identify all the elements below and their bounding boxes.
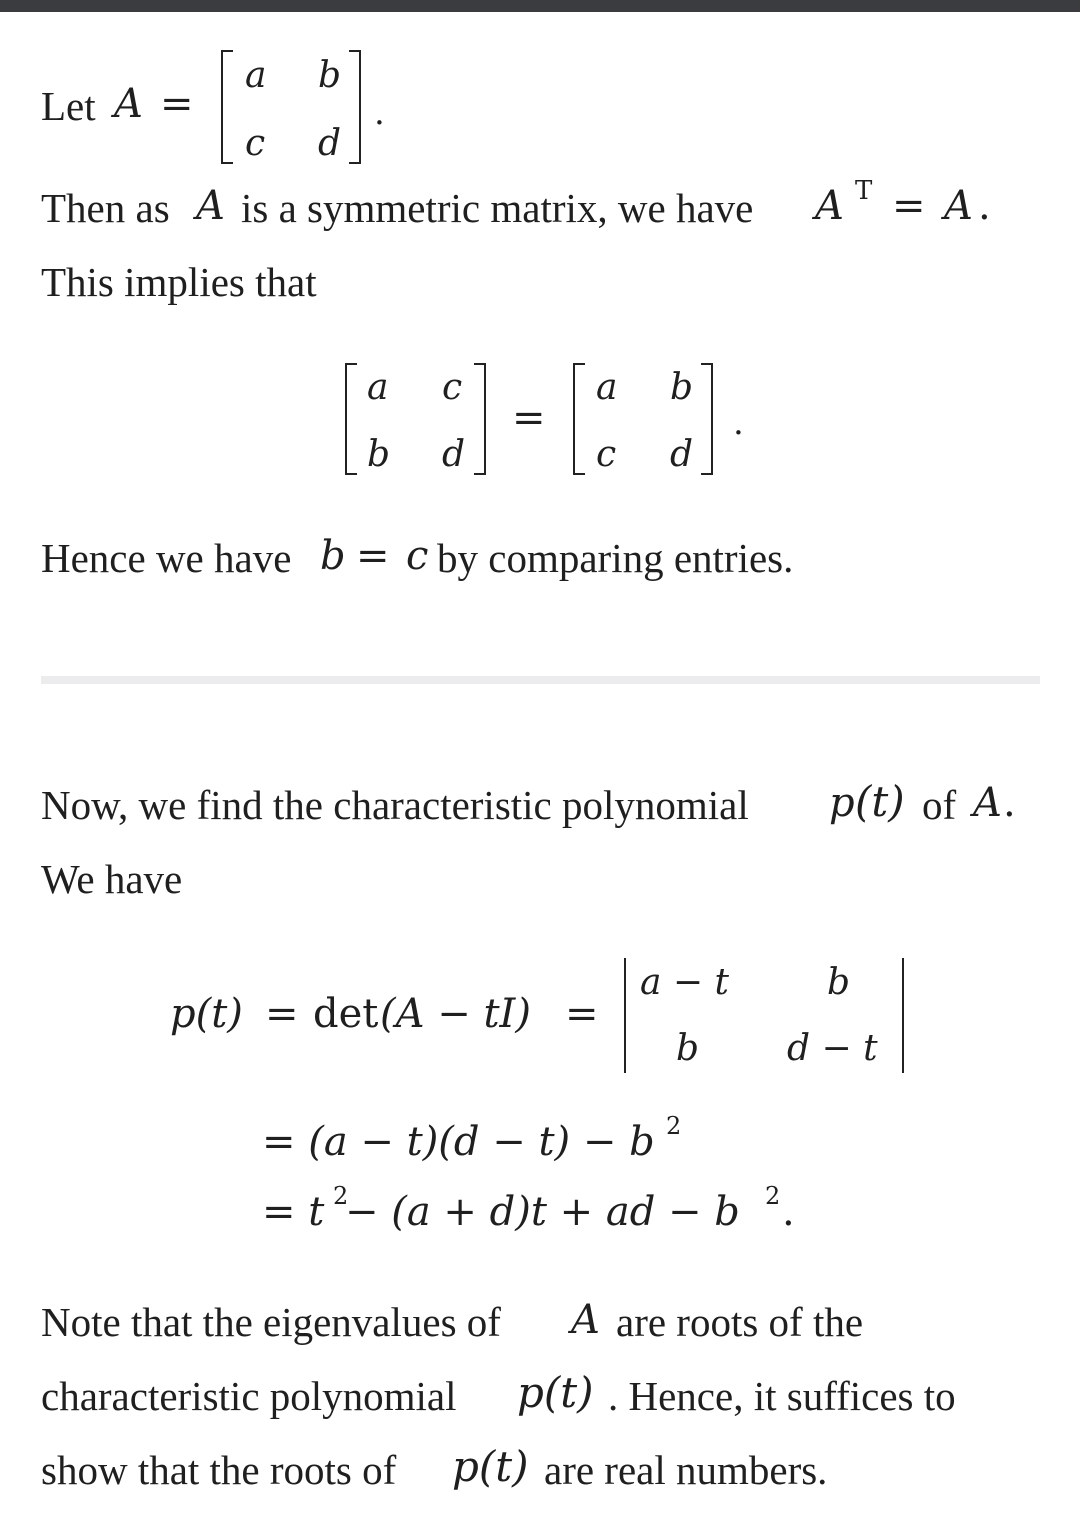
equals-sign: =	[512, 395, 546, 441]
matrix-entry: a	[367, 367, 389, 408]
matrix-entry: d	[442, 434, 466, 475]
top-bar	[0, 0, 1080, 12]
section-divider	[41, 676, 1040, 684]
matrix-entry: d	[670, 434, 694, 475]
math-A: A	[944, 183, 973, 229]
text: Now, we find the characteristic polynomial	[41, 782, 749, 828]
text: is a symmetric matrix, we have	[241, 185, 754, 231]
matrix-entry: a	[245, 55, 267, 96]
math-A: A	[114, 81, 143, 127]
text: show that the roots of	[41, 1447, 397, 1493]
matrix-entry: d − t	[787, 1028, 878, 1069]
equals-sign: =	[356, 533, 390, 579]
equals-sign: =	[265, 991, 299, 1037]
math-p: p	[829, 780, 855, 826]
matrix-entry: b	[670, 367, 694, 408]
math-b: b	[320, 533, 346, 579]
matrix-entry: c	[245, 123, 266, 164]
expansion-line-2: = t	[262, 1189, 325, 1235]
text: are roots of the	[616, 1299, 864, 1345]
text: Hence we have	[41, 535, 292, 581]
period: .	[1003, 780, 1016, 826]
matrix-left-bracket	[345, 363, 357, 475]
let-text: Let	[41, 83, 96, 129]
determinant-left-bar	[624, 958, 626, 1073]
matrix-entry: a − t	[640, 962, 729, 1003]
text: Then as	[41, 185, 170, 231]
math-A: A	[815, 183, 844, 229]
det-operator: det	[313, 991, 379, 1037]
math-c: c	[406, 533, 429, 579]
equals-sign: =	[565, 991, 599, 1037]
text: We have	[41, 856, 183, 902]
text: Note that the eigenvalues of	[41, 1299, 501, 1345]
text: are real numbers.	[544, 1447, 828, 1493]
determinant-right-bar	[902, 958, 904, 1073]
math-argument: (A − tI)	[380, 991, 531, 1037]
math-A: A	[973, 780, 1002, 826]
superscript: 2	[666, 1112, 682, 1140]
matrix-entry: c	[596, 434, 617, 475]
math-p-of-t: p(t)	[170, 991, 243, 1037]
math-A: A	[571, 1297, 600, 1343]
text: characteristic polynomial	[41, 1373, 457, 1419]
period: .	[978, 183, 991, 229]
transpose-superscript: T	[855, 176, 873, 206]
matrix-entry: b	[367, 434, 391, 475]
expansion-line-1: = (a − t)(d − t) − b	[262, 1119, 655, 1165]
equals-sign: =	[892, 183, 926, 229]
matrix-left-bracket	[221, 50, 233, 164]
matrix-right-bracket	[701, 363, 713, 475]
period: .	[374, 93, 385, 133]
period: .	[733, 403, 744, 443]
matrix-entry: b	[676, 1028, 700, 1069]
expansion-line-2-rest: − (a + d)t + ad − b	[345, 1189, 740, 1235]
math-arg: (t)	[855, 777, 905, 826]
text: by comparing entries.	[437, 535, 794, 581]
superscript: 2	[765, 1182, 781, 1210]
matrix-right-bracket	[349, 50, 361, 164]
matrix-entry: a	[596, 367, 618, 408]
matrix-entry: c	[442, 367, 463, 408]
math-p-of-t: p(t)	[452, 1442, 529, 1491]
matrix-left-bracket	[573, 363, 585, 475]
matrix-entry: b	[827, 962, 851, 1003]
superscript: 2	[333, 1182, 349, 1210]
math-p-of-t: p(t)	[517, 1368, 594, 1417]
equals-sign: =	[160, 81, 194, 127]
period: .	[782, 1189, 795, 1235]
matrix-entry: b	[318, 55, 342, 96]
matrix-right-bracket	[474, 363, 486, 475]
math-A: A	[196, 183, 225, 229]
text: of	[922, 782, 957, 828]
text: . Hence, it suffices to	[608, 1373, 956, 1419]
matrix-entry: d	[318, 123, 342, 164]
line-implies: This implies that	[41, 259, 317, 305]
